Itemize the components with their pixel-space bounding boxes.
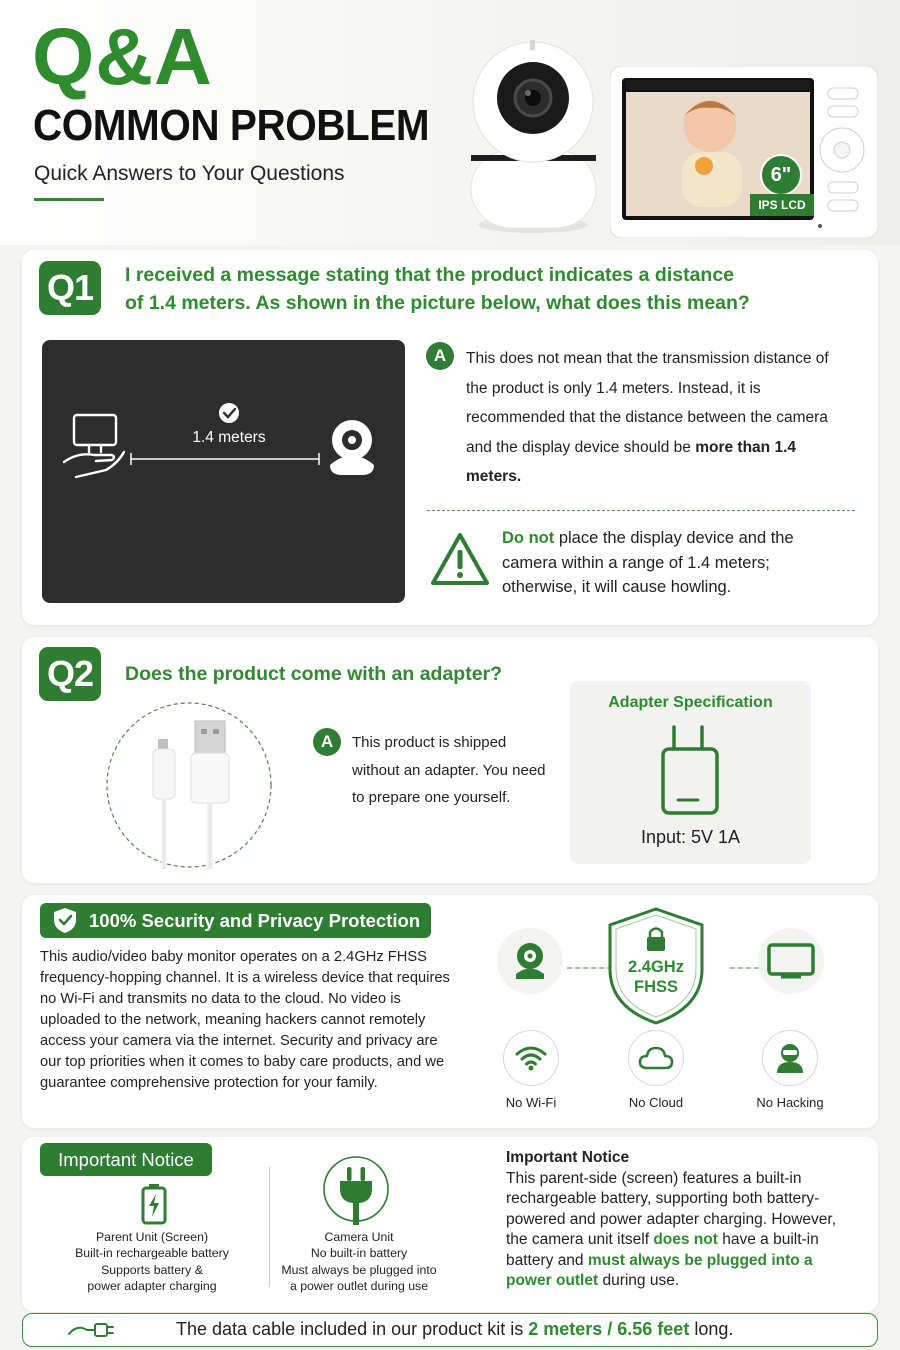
hacker-icon xyxy=(774,1042,806,1074)
parent-unit-line3: Supports battery & xyxy=(101,1262,203,1277)
notice-text-part2: have a built-in battery and xyxy=(506,1231,819,1269)
subtitle-underline xyxy=(34,198,104,201)
q1-answer-badge: A xyxy=(426,342,454,370)
notice-emphasis-2: must always be plugged into a power outlet xyxy=(506,1251,813,1289)
no-cloud-circle xyxy=(628,1030,684,1086)
security-banner xyxy=(40,903,431,938)
footer-text-before: The data cable included in our product kit is xyxy=(176,1319,529,1339)
camera-unit-line4: a power outlet during use xyxy=(289,1278,429,1293)
q1-card xyxy=(22,250,878,625)
distance-label: 1.4 meters xyxy=(192,429,266,446)
q1-answer-text: This does not mean that the transmission distance of the product is only 1.4 meters. Instead, it is recommended that the distance between the camera and the display device should be xyxy=(466,350,829,456)
page-heading: COMMON PROBLEM xyxy=(33,101,430,150)
parent-unit-line2: Built-in rechargeable battery xyxy=(75,1246,229,1261)
cable-icon xyxy=(67,1320,115,1340)
no-wifi-circle xyxy=(503,1030,559,1086)
fhss-shield-label xyxy=(616,957,696,997)
parent-monitor-image xyxy=(610,66,878,238)
screen-size-badge: 6" xyxy=(760,154,802,196)
notice-title-pill: Important Notice xyxy=(40,1143,212,1176)
q2-answer-badge: A xyxy=(313,728,341,756)
adapter-spec-title: Adapter Specification xyxy=(608,694,773,711)
q1-question-line1: I received a message stating that the product indicates a distance xyxy=(125,264,735,286)
fhss-mode: FHSS xyxy=(633,978,678,996)
notice-card xyxy=(22,1137,878,1312)
fhss-frequency: 2.4GHz xyxy=(628,958,684,976)
distance-diagram xyxy=(42,340,405,603)
usb-cable-image xyxy=(106,699,272,871)
monitor-circle xyxy=(758,928,824,994)
footer-text-after: long. xyxy=(689,1319,734,1339)
camera-unit-title: Camera Unit xyxy=(324,1230,394,1244)
notice-details xyxy=(506,1148,846,1292)
page-subtitle: Quick Answers to Your Questions xyxy=(34,162,345,185)
adapter-input-spec: Input: 5V 1A xyxy=(640,827,741,847)
q1-badge: Q1 xyxy=(39,261,101,315)
hand-monitor-icon xyxy=(64,415,124,477)
header xyxy=(0,0,900,245)
q1-divider xyxy=(427,510,855,511)
q1-answer-emphasis: more than 1.4 meters. xyxy=(466,438,796,485)
notice-details-title: Important Notice xyxy=(506,1149,630,1166)
no-hacking-circle xyxy=(762,1030,818,1086)
q2-card xyxy=(22,637,878,883)
notice-text-part3: during use. xyxy=(598,1272,680,1289)
baby-camera-image xyxy=(466,40,601,235)
security-card xyxy=(22,895,878,1128)
notice-text-part1: This parent-side (screen) features a built-in rechargeable battery, supporting both battery-powered and power adapter charging. However, the camera unit itself xyxy=(506,1169,837,1248)
cable-length-footer xyxy=(22,1313,878,1347)
q1-answer xyxy=(466,344,846,492)
camera-icon xyxy=(330,420,374,475)
battery-icon xyxy=(141,1183,167,1225)
cable-length-value: 2 meters / 6.56 feet xyxy=(528,1319,690,1339)
camera-icon xyxy=(512,941,548,981)
screen-type-label: IPS LCD xyxy=(750,194,814,216)
q1-question-line2: of 1.4 meters. As shown in the picture below, what does this mean? xyxy=(125,292,750,314)
feature-label-no-hacking: No Hacking xyxy=(756,1095,824,1110)
q1-question xyxy=(125,261,845,317)
distance-line xyxy=(131,453,319,465)
adapter-spec-box xyxy=(570,681,811,864)
page-title: Q&A xyxy=(32,12,213,101)
notice-emphasis-1: does not xyxy=(653,1231,718,1248)
security-title: 100% Security and Privacy Protection xyxy=(89,909,421,931)
q2-answer: This product is shipped without an adapter. You need to prepare one yourself. xyxy=(352,734,546,806)
cloud-icon xyxy=(638,1045,674,1071)
security-description: This audio/video baby monitor operates on a 2.4GHz FHSS frequency-hopping channel. It is a wireless device that requires no Wi-Fi and transmits no data to the cloud. No video is uploaded to the network, meaning hackers cannot remotely access your camera via the internet. Security and privacy are our top priorities when it comes to baby care products, and we guarantee comprehensive protection for your family. xyxy=(40,949,450,1091)
plug-icon xyxy=(322,1155,390,1227)
q2-question: Does the product come with an adapter? xyxy=(125,663,503,685)
q2-badge: Q2 xyxy=(39,647,101,701)
cable-length-text xyxy=(176,1319,733,1340)
notice-details-text xyxy=(506,1169,846,1292)
q1-warning-emphasis: Do not xyxy=(502,529,555,547)
camera-unit-line3: Must always be plugged into xyxy=(281,1262,437,1277)
shield-check-icon xyxy=(53,907,77,934)
warning-icon xyxy=(430,532,490,586)
q1-warning xyxy=(502,526,842,600)
camera-unit-line2: No built-in battery xyxy=(310,1246,408,1261)
camera-unit-info xyxy=(264,1229,454,1294)
feature-label-no-cloud: No Cloud xyxy=(628,1095,684,1110)
power-adapter-icon xyxy=(660,725,720,817)
parent-unit-info xyxy=(52,1229,252,1294)
parent-unit-title: Parent Unit (Screen) xyxy=(95,1230,209,1244)
check-icon xyxy=(219,403,239,423)
wifi-icon xyxy=(515,1045,547,1071)
feature-label-no-wifi: No Wi-Fi xyxy=(505,1095,557,1110)
monitor-icon xyxy=(767,943,815,979)
q1-warning-text: place the display device and the camera within a range of 1.4 meters; otherwise, it will cause howling. xyxy=(502,529,794,596)
parent-unit-line4: power adapter charging xyxy=(87,1278,217,1293)
camera-circle xyxy=(497,928,563,994)
